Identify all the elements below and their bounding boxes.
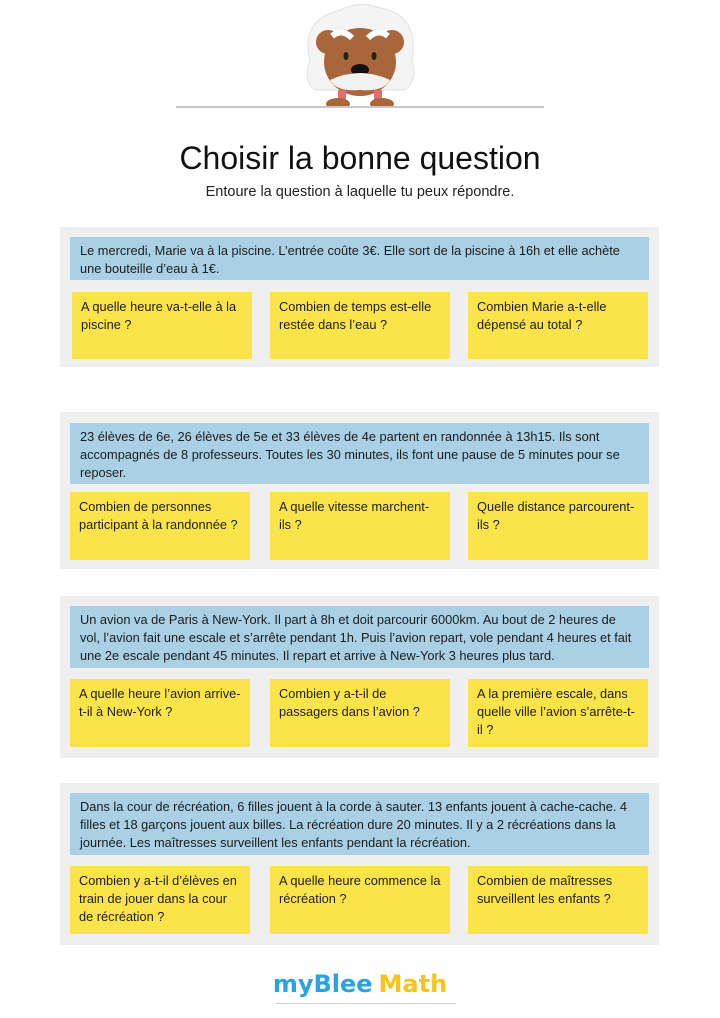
exercise-card: [60, 227, 659, 367]
answer-option[interactable]: Quelle distance parcourent-ils ?: [468, 492, 648, 560]
myblee-math-logo: [0, 970, 720, 998]
answer-option[interactable]: A la première escale, dans quelle ville l’avion s’arrête-t-il ?: [468, 679, 648, 747]
header-divider: [176, 106, 544, 108]
answer-option[interactable]: Combien y a-t-il de passagers dans l’avion ?: [270, 679, 450, 747]
exercise-card: [60, 783, 659, 945]
exercise-card: [60, 596, 659, 758]
answer-option[interactable]: A quelle heure l’avion arrive-t-il à New-York ?: [70, 679, 250, 747]
exercise-prompt: Un avion va de Paris à New-York. Il part à 8h et doit parcourir 6000km. Au bout de 2 heures de vol, l’avion fait une escale et s’arrête pendant 1h. Puis l’avion repart, vole pendant 4 heures et fait une 2e escale pendant 45 minutes. Il repart et arrive à New-York 3 heures plus tard.: [70, 606, 649, 668]
exercise-prompt: Dans la cour de récréation, 6 filles jouent à la corde à sauter. 13 enfants jouent à cache-cache. 4 filles et 18 garçons jouent aux billes. La récréation dure 20 minutes. Il y a 2 récréations dans la journée. Les maîtresses surveillent les enfants pendant la récréation.: [70, 793, 649, 855]
answer-option[interactable]: Combien de personnes participant à la randonnée ?: [70, 492, 250, 560]
page-title: Choisir la bonne question: [179, 140, 541, 176]
answer-option[interactable]: A quelle heure va-t-elle à la piscine ?: [72, 292, 252, 359]
logo-text-math: Math: [378, 970, 448, 998]
bear-mascot-illustration: [280, 0, 440, 108]
answer-option[interactable]: A quelle heure commence la récréation ?: [270, 866, 450, 934]
answer-option[interactable]: A quelle vitesse marchent-ils ?: [270, 492, 450, 560]
answer-option[interactable]: Combien de maîtresses surveillent les enfants ?: [468, 866, 648, 934]
exercise-prompt: 23 élèves de 6e, 26 élèves de 5e et 33 élèves de 4e partent en randonnée à 13h15. Ils sont accompagnés de 8 professeurs. Toutes les 30 minutes, ils font une pause de 5 minutes pour se reposer.: [70, 423, 649, 484]
page-instruction: Entoure la question à laquelle tu peux répondre.: [205, 184, 515, 200]
logo-text-myblee: myBlee: [272, 970, 373, 998]
answer-option[interactable]: Combien Marie a-t-elle dépensé au total ?: [468, 292, 648, 359]
exercise-prompt: Le mercredi, Marie va à la piscine. L’entrée coûte 3€. Elle sort de la piscine à 16h et elle achète une bouteille d’eau à 1€.: [70, 237, 649, 280]
footer-divider: [276, 1003, 456, 1004]
answer-option[interactable]: Combien y a-t-il d’élèves en train de jouer dans la cour de récréation ?: [70, 866, 250, 934]
answer-option[interactable]: Combien de temps est-elle restée dans l’eau ?: [270, 292, 450, 359]
exercise-card: [60, 412, 659, 569]
